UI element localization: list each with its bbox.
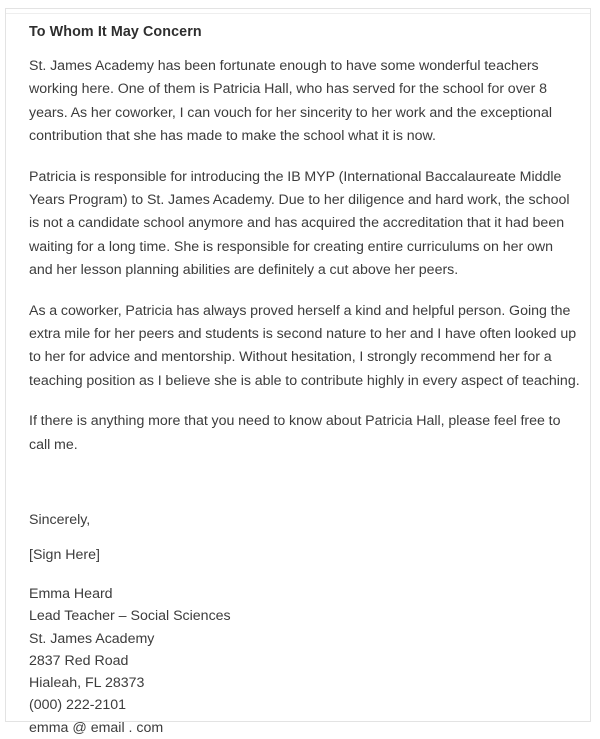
signature-line-phone: (000) 222-2101	[29, 697, 127, 714]
letter-content	[29, 22, 580, 739]
letter-paragraph-3: As a coworker, Patricia has always proved herself a kind and helpful person. Going the extra mile for her peers and students is second nature to her and I have often looked up to her for advice and mentorship. Without hesitation, I strongly recommend her for a teaching position as I believe she is able to contribute highly in every aspect of teaching.	[29, 302, 580, 389]
signature-line-street: 2837 Red Road	[29, 652, 129, 669]
valediction: Sincerely,	[29, 512, 91, 529]
signature-line-city-state-zip: Hialeah, FL 28373	[29, 675, 145, 692]
signature-line-email: emma @ email . com	[29, 719, 164, 736]
letter-closing	[29, 509, 580, 739]
signature-block	[29, 583, 580, 739]
signature-line-name: Emma Heard	[29, 585, 113, 602]
signature-line-title: Lead Teacher – Social Sciences	[29, 608, 231, 625]
letter-page	[5, 8, 591, 736]
signature-placeholder: [Sign Here]	[29, 546, 100, 563]
letter-paragraph-1: St. James Academy has been fortunate enough to have some wonderful teachers working here. One of them is Patricia Hall, who has served for the school for over 8 years. As her coworker, I can vouch for her sincerity to her work and the exceptional contribution that she has made to make the school what it is now.	[29, 58, 552, 145]
letter-paragraph-2: Patricia is responsible for introducing the IB MYP (International Baccalaureate Middle Years Program) to St. James Academy. Due to her diligence and hard work, the school is not a candidate school anymore and has acquired the accreditation that it had been waiting for a long time. She is responsible for creating entire curriculums on her own and her lesson planning abilities are definitely a cut above her peers.	[29, 168, 570, 279]
letter-salutation: To Whom It May Concern	[29, 24, 202, 40]
signature-line-organization: St. James Academy	[29, 630, 155, 647]
page-top-rule	[6, 13, 590, 14]
letter-paragraph-4: If there is anything more that you need to know about Patricia Hall, please feel free to call me.	[29, 413, 561, 453]
